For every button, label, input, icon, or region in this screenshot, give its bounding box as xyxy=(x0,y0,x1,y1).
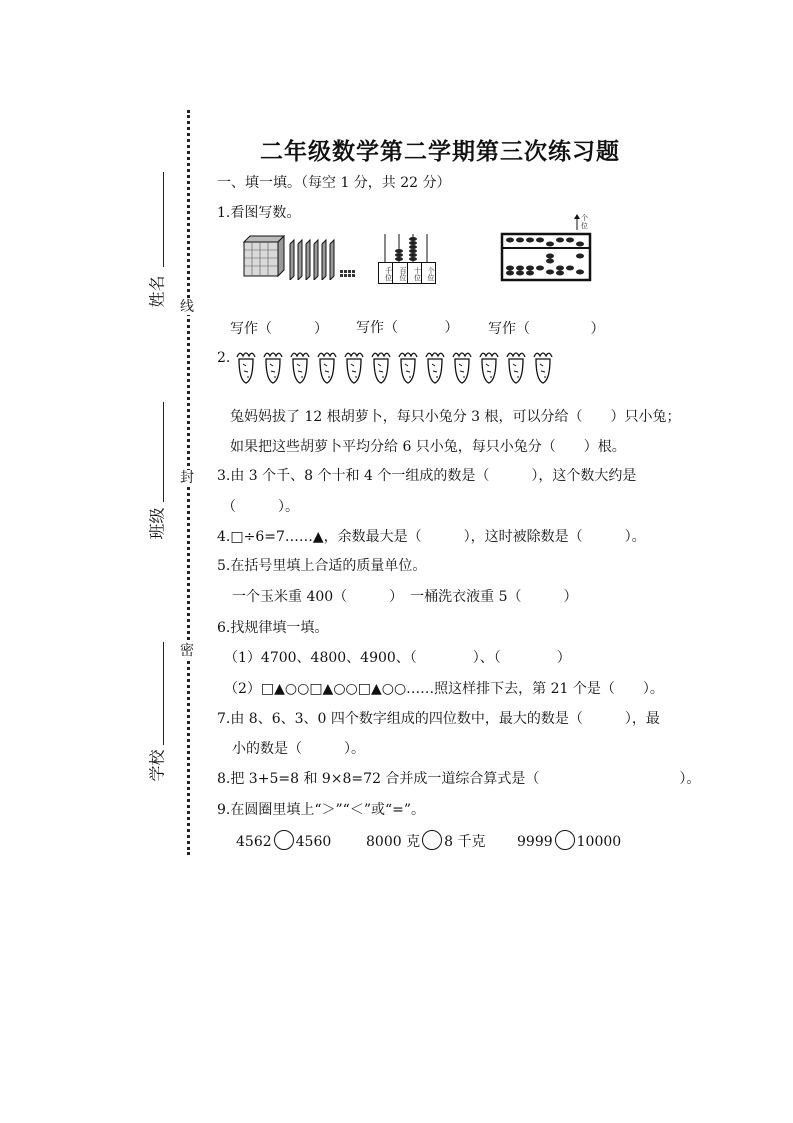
q9-compare-2 xyxy=(366,830,485,851)
q5-line: 一个玉米重 400（ ） 一桶洗衣液重 5（ ） xyxy=(232,589,578,605)
compare-circle[interactable] xyxy=(422,830,442,850)
carrot-icon xyxy=(507,353,525,383)
q2-number: 2. xyxy=(217,350,231,366)
q9-stem: 9.在圆圈里填上“＞”“＜”或“=”。 xyxy=(217,802,426,818)
carrot-icon xyxy=(453,353,471,383)
class-blank-line[interactable] xyxy=(163,402,164,502)
carrot-icon xyxy=(480,353,498,383)
cube-blocks-picture xyxy=(240,232,360,280)
page-title: 二年级数学第二学期第三次练习题 xyxy=(260,138,620,165)
class-label: 班级 xyxy=(147,507,167,540)
unit-cubes xyxy=(340,270,355,277)
seal-mi: 密 xyxy=(180,643,194,659)
q9-c1-left: 4562 xyxy=(236,834,272,850)
q1-stem: 1.看图写数。 xyxy=(217,205,301,221)
q9-compare-3 xyxy=(517,830,621,850)
abacus-label-tens: 十位 xyxy=(408,263,422,283)
q1-write-1[interactable]: 写作（ ） xyxy=(230,321,328,337)
carrot-icon xyxy=(426,353,444,383)
abacus-label-hundreds: 百位 xyxy=(393,263,407,283)
thousand-cube xyxy=(244,236,284,276)
compare-circle[interactable] xyxy=(274,830,294,850)
school-blank-line[interactable] xyxy=(163,642,164,745)
q9-c2-left: 8000 克 xyxy=(366,834,421,850)
chinese-abacus xyxy=(500,212,592,284)
carrot-icon xyxy=(264,353,282,383)
q9-c3-right: 10000 xyxy=(576,834,622,850)
abacus-label-ones: 个位 xyxy=(426,266,435,281)
q8-line: 8.把 3+5=8 和 9×8=72 合并成一道综合算式是（ ）。 xyxy=(217,771,701,787)
compare-circle[interactable] xyxy=(555,830,575,850)
carrot-icon xyxy=(318,353,336,383)
chinese-abacus-frame xyxy=(500,212,592,284)
counting-frame-abacus xyxy=(378,228,434,284)
section-heading: 一、填一填。（每空 1 分，共 22 分） xyxy=(217,175,451,191)
name-blank-line[interactable] xyxy=(163,172,164,267)
q6-line-1: （1）4700、4800、4900、（ ）、（ ） xyxy=(224,650,571,666)
name-label: 姓名 xyxy=(147,275,167,308)
carrot-icon xyxy=(291,353,309,383)
q1-write-3[interactable]: 写作（ ） xyxy=(488,321,605,337)
q9-c1-right: 4560 xyxy=(295,834,332,850)
q2-line-1: 兔妈妈拔了 12 根胡萝卜，每只小兔分 3 根，可以分给（ ）只小兔； xyxy=(230,409,681,425)
q7-line-2: 小的数是（ ）。 xyxy=(232,741,365,757)
carrots-row xyxy=(235,350,557,386)
abacus-label-thousands: 千位 xyxy=(379,263,393,283)
school-label: 学校 xyxy=(147,749,167,782)
q9-c2-right: 8 千克 xyxy=(444,834,486,850)
q9-compare-1 xyxy=(236,830,331,850)
q3-line-2: （ ）。 xyxy=(222,499,299,515)
q2-line-2: 如果把这些胡萝卜平均分给 6 只小兔，每只小兔分（ ）根。 xyxy=(230,439,626,455)
q7-line-1: 7.由 8、6、3、0 四个数字组成的四位数中，最大的数是（ ），最 xyxy=(217,711,660,727)
q1-write-2[interactable]: 写作（ ） xyxy=(356,320,459,336)
carrot-icon xyxy=(237,353,255,383)
q4-line: 4.□÷6=7……▲，余数最大是（ ），这时被除数是（ ）。 xyxy=(217,529,646,545)
carrot-icon xyxy=(345,353,363,383)
q5-stem: 5.在括号里填上合适的质量单位。 xyxy=(217,558,427,574)
hundred-flats xyxy=(290,240,334,280)
carrot-icon xyxy=(534,353,552,383)
q3-line-1: 3.由 3 个千、8 个十和 4 个一组成的数是（ ），这个数大约是 xyxy=(217,468,637,484)
q9-c3-left: 9999 xyxy=(517,834,553,850)
seal-xian: 线 xyxy=(180,299,194,315)
abacus-base xyxy=(378,262,436,284)
q6-line-2: （2）□▲○○□▲○○□▲○○……照这样排下去，第 21 个是（ ）。 xyxy=(224,681,664,697)
carrot-icon xyxy=(372,353,390,383)
carrot-icon xyxy=(399,353,417,383)
chinese-abacus-ones-label: 个位 xyxy=(581,214,588,230)
q6-stem: 6.找规律填一填。 xyxy=(217,620,329,636)
seal-feng: 封 xyxy=(180,470,194,486)
